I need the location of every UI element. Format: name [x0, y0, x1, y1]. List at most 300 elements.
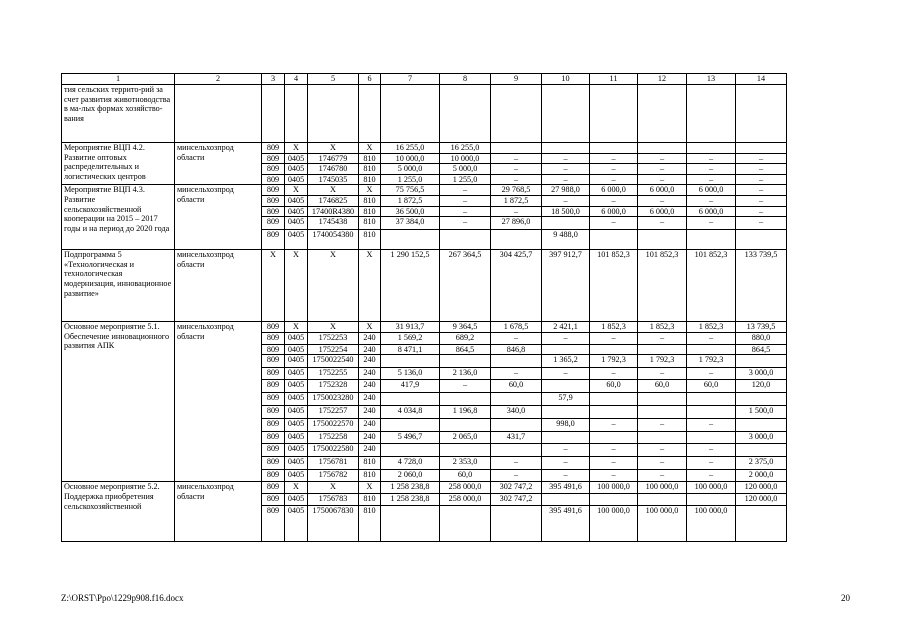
- value-cell: –: [638, 332, 687, 344]
- value-cell: –: [590, 470, 638, 482]
- value-cell: 340,0: [491, 406, 542, 419]
- value-cell: [736, 230, 787, 250]
- value-cell: [542, 217, 590, 230]
- value-cell: 10 000,0: [381, 153, 440, 164]
- executor-cell: минсельхозпрод области: [175, 143, 262, 185]
- value-cell: –: [590, 457, 638, 470]
- value-cell: 810: [359, 506, 381, 542]
- column-number-6: 6: [359, 74, 381, 85]
- value-cell: 689,2: [440, 332, 491, 344]
- value-cell: [590, 494, 638, 506]
- value-cell: 0405: [285, 344, 308, 355]
- value-cell: 8 471,1: [381, 344, 440, 355]
- measure-name-cell: Мероприятие ВЦП 4.2. Развитие оптовых распределительных и логистических центров: [62, 143, 175, 185]
- value-cell: X: [285, 322, 308, 333]
- value-cell: 809: [262, 506, 285, 542]
- value-cell: 5 000,0: [381, 164, 440, 175]
- value-cell: 998,0: [542, 419, 590, 432]
- value-cell: [491, 393, 542, 406]
- value-cell: –: [542, 153, 590, 164]
- page-number: 20: [841, 593, 850, 603]
- value-cell: 10 000,0: [440, 153, 491, 164]
- value-cell: 4 034,8: [381, 406, 440, 419]
- value-cell: 101 852,3: [687, 250, 736, 322]
- value-cell: 1756782: [308, 470, 359, 482]
- value-cell: X: [308, 482, 359, 494]
- value-cell: 0405: [285, 153, 308, 164]
- value-cell: 809: [262, 457, 285, 470]
- value-cell: X: [359, 250, 381, 322]
- value-cell: 1750022580: [308, 444, 359, 457]
- value-cell: 240: [359, 432, 381, 444]
- value-cell: 809: [262, 153, 285, 164]
- value-cell: 0405: [285, 470, 308, 482]
- value-cell: 809: [262, 380, 285, 393]
- executor-cell: минсельхозпрод области: [175, 250, 262, 322]
- value-cell: [381, 419, 440, 432]
- value-cell: 60,0: [491, 380, 542, 393]
- value-cell: [638, 393, 687, 406]
- value-cell: –: [440, 195, 491, 206]
- value-cell: [542, 344, 590, 355]
- value-cell: 1 569,2: [381, 332, 440, 344]
- value-cell: [590, 230, 638, 250]
- value-cell: [440, 419, 491, 432]
- value-cell: [736, 143, 787, 154]
- value-cell: 3 000,0: [736, 432, 787, 444]
- value-cell: 120 000,0: [736, 494, 787, 506]
- measure-name-cell: Основное мероприятие 5.2. Поддержка приобретения сельскохозяйственной: [62, 482, 175, 542]
- table-row: [62, 143, 787, 154]
- value-cell: 809: [262, 393, 285, 406]
- value-cell: 0405: [285, 406, 308, 419]
- value-cell: 304 425,7: [491, 250, 542, 322]
- value-cell: 100 000,0: [590, 482, 638, 494]
- value-cell: [638, 143, 687, 154]
- value-cell: 6 000,0: [638, 206, 687, 217]
- value-cell: [590, 85, 638, 143]
- column-number-11: 11: [590, 74, 638, 85]
- value-cell: X: [285, 482, 308, 494]
- value-cell: 100 000,0: [687, 482, 736, 494]
- value-cell: –: [440, 380, 491, 393]
- value-cell: 809: [262, 164, 285, 175]
- value-cell: –: [687, 419, 736, 432]
- value-cell: [687, 406, 736, 419]
- value-cell: [491, 85, 542, 143]
- value-cell: –: [687, 153, 736, 164]
- value-cell: [440, 230, 491, 250]
- value-cell: –: [736, 206, 787, 217]
- value-cell: [736, 506, 787, 542]
- value-cell: [381, 393, 440, 406]
- value-cell: [687, 143, 736, 154]
- value-cell: 2 136,0: [440, 368, 491, 380]
- value-cell: X: [285, 143, 308, 154]
- value-cell: 0405: [285, 432, 308, 444]
- value-cell: –: [638, 153, 687, 164]
- value-cell: –: [638, 444, 687, 457]
- value-cell: 60,0: [440, 470, 491, 482]
- value-cell: 27 896,0: [491, 217, 542, 230]
- value-cell: 864,5: [440, 344, 491, 355]
- value-cell: 395 491,6: [542, 506, 590, 542]
- value-cell: 6 000,0: [687, 185, 736, 196]
- value-cell: 810: [359, 494, 381, 506]
- value-cell: 864,5: [736, 344, 787, 355]
- value-cell: 1 852,3: [638, 322, 687, 333]
- value-cell: –: [687, 195, 736, 206]
- value-cell: 1 290 152,5: [381, 250, 440, 322]
- budget-table: [61, 73, 787, 542]
- column-number-2: 2: [175, 74, 262, 85]
- value-cell: 809: [262, 470, 285, 482]
- value-cell: –: [638, 470, 687, 482]
- value-cell: [285, 85, 308, 143]
- value-cell: 6 000,0: [590, 206, 638, 217]
- value-cell: [590, 393, 638, 406]
- value-cell: 13 739,5: [736, 322, 787, 333]
- value-cell: 431,7: [491, 432, 542, 444]
- value-cell: –: [638, 368, 687, 380]
- value-cell: 5 000,0: [440, 164, 491, 175]
- value-cell: –: [590, 164, 638, 175]
- value-cell: X: [359, 322, 381, 333]
- column-number-10: 10: [542, 74, 590, 85]
- value-cell: 37 384,0: [381, 217, 440, 230]
- value-cell: [542, 494, 590, 506]
- value-cell: –: [491, 153, 542, 164]
- table-body: [62, 74, 787, 542]
- value-cell: 809: [262, 494, 285, 506]
- file-path-footer: Z:\ORST\Ppo\1229p908.f16.docx: [61, 593, 184, 603]
- value-cell: –: [590, 444, 638, 457]
- value-cell: –: [736, 153, 787, 164]
- value-cell: [491, 143, 542, 154]
- value-cell: 809: [262, 368, 285, 380]
- value-cell: 302 747,2: [491, 494, 542, 506]
- value-cell: –: [542, 174, 590, 185]
- value-cell: –: [440, 206, 491, 217]
- value-cell: 809: [262, 206, 285, 217]
- value-cell: [440, 444, 491, 457]
- value-cell: 1746825: [308, 195, 359, 206]
- value-cell: [736, 355, 787, 368]
- column-number-1: 1: [62, 74, 175, 85]
- value-cell: 809: [262, 344, 285, 355]
- value-cell: [491, 506, 542, 542]
- value-cell: 810: [359, 470, 381, 482]
- value-cell: –: [491, 368, 542, 380]
- value-cell: 0405: [285, 393, 308, 406]
- value-cell: [381, 230, 440, 250]
- value-cell: [590, 344, 638, 355]
- value-cell: 9 364,5: [440, 322, 491, 333]
- value-cell: 2 353,0: [440, 457, 491, 470]
- value-cell: 1752253: [308, 332, 359, 344]
- value-cell: –: [542, 470, 590, 482]
- value-cell: 1 872,5: [491, 195, 542, 206]
- value-cell: 1 255,0: [440, 174, 491, 185]
- value-cell: –: [687, 470, 736, 482]
- value-cell: 267 364,5: [440, 250, 491, 322]
- value-cell: 0405: [285, 506, 308, 542]
- value-cell: 36 500,0: [381, 206, 440, 217]
- value-cell: –: [638, 174, 687, 185]
- value-cell: [638, 494, 687, 506]
- value-cell: 75 756,5: [381, 185, 440, 196]
- value-cell: 240: [359, 332, 381, 344]
- value-cell: 1750022570: [308, 419, 359, 432]
- value-cell: [381, 85, 440, 143]
- value-cell: 29 768,5: [491, 185, 542, 196]
- column-number-4: 4: [285, 74, 308, 85]
- value-cell: 0405: [285, 355, 308, 368]
- value-cell: 5 136,0: [381, 368, 440, 380]
- executor-cell: минсельхозпрод области: [175, 322, 262, 482]
- value-cell: 1745035: [308, 174, 359, 185]
- value-cell: –: [736, 185, 787, 196]
- column-number-8: 8: [440, 74, 491, 85]
- value-cell: 240: [359, 393, 381, 406]
- value-cell: –: [542, 164, 590, 175]
- value-cell: 9 488,0: [542, 230, 590, 250]
- table-row: [62, 85, 787, 143]
- value-cell: 810: [359, 195, 381, 206]
- value-cell: 6 000,0: [638, 185, 687, 196]
- value-cell: X: [359, 185, 381, 196]
- value-cell: –: [542, 444, 590, 457]
- value-cell: X: [285, 185, 308, 196]
- value-cell: 133 739,5: [736, 250, 787, 322]
- value-cell: 810: [359, 153, 381, 164]
- value-cell: X: [262, 250, 285, 322]
- value-cell: [381, 355, 440, 368]
- value-cell: –: [590, 419, 638, 432]
- value-cell: –: [440, 217, 491, 230]
- value-cell: 1 258 238,8: [381, 482, 440, 494]
- value-cell: [359, 85, 381, 143]
- value-cell: [687, 230, 736, 250]
- value-cell: 1 365,2: [542, 355, 590, 368]
- value-cell: 397 912,7: [542, 250, 590, 322]
- value-cell: 1745438: [308, 217, 359, 230]
- value-cell: 0405: [285, 494, 308, 506]
- executor-cell: минсельхозпрод области: [175, 482, 262, 542]
- value-cell: 100 000,0: [687, 506, 736, 542]
- column-number-9: 9: [491, 74, 542, 85]
- value-cell: 240: [359, 419, 381, 432]
- value-cell: [736, 419, 787, 432]
- value-cell: –: [491, 174, 542, 185]
- value-cell: 16 255,0: [381, 143, 440, 154]
- value-cell: 1 255,0: [381, 174, 440, 185]
- value-cell: 395 491,6: [542, 482, 590, 494]
- value-cell: 0405: [285, 195, 308, 206]
- value-cell: 240: [359, 368, 381, 380]
- value-cell: 1 678,5: [491, 322, 542, 333]
- value-cell: X: [308, 322, 359, 333]
- value-cell: –: [542, 195, 590, 206]
- value-cell: 880,0: [736, 332, 787, 344]
- executor-cell: [175, 85, 262, 143]
- value-cell: 4 728,0: [381, 457, 440, 470]
- value-cell: 810: [359, 174, 381, 185]
- value-cell: 1 852,3: [687, 322, 736, 333]
- value-cell: [440, 355, 491, 368]
- value-cell: 0405: [285, 206, 308, 217]
- value-cell: 0405: [285, 217, 308, 230]
- value-cell: [638, 85, 687, 143]
- value-cell: 240: [359, 380, 381, 393]
- value-cell: 1 792,3: [590, 355, 638, 368]
- value-cell: –: [687, 368, 736, 380]
- value-cell: [440, 85, 491, 143]
- value-cell: 120 000,0: [736, 482, 787, 494]
- value-cell: 60,0: [687, 380, 736, 393]
- value-cell: –: [687, 164, 736, 175]
- value-cell: 809: [262, 332, 285, 344]
- value-cell: 18 500,0: [542, 206, 590, 217]
- value-cell: [542, 432, 590, 444]
- value-cell: 1752255: [308, 368, 359, 380]
- value-cell: 809: [262, 143, 285, 154]
- value-cell: 0405: [285, 444, 308, 457]
- value-cell: 846,8: [491, 344, 542, 355]
- value-cell: 1 196,8: [440, 406, 491, 419]
- value-cell: –: [687, 174, 736, 185]
- value-cell: –: [736, 164, 787, 175]
- value-cell: X: [308, 143, 359, 154]
- value-cell: –: [638, 195, 687, 206]
- value-cell: 1 500,0: [736, 406, 787, 419]
- value-cell: [590, 432, 638, 444]
- value-cell: –: [687, 332, 736, 344]
- column-number-13: 13: [687, 74, 736, 85]
- value-cell: –: [491, 332, 542, 344]
- value-cell: 1752257: [308, 406, 359, 419]
- value-cell: 240: [359, 444, 381, 457]
- value-cell: X: [359, 143, 381, 154]
- value-cell: 1746780: [308, 164, 359, 175]
- value-cell: –: [542, 457, 590, 470]
- value-cell: 2 375,0: [736, 457, 787, 470]
- value-cell: 1740054380: [308, 230, 359, 250]
- value-cell: 6 000,0: [590, 185, 638, 196]
- value-cell: [491, 230, 542, 250]
- value-cell: 809: [262, 195, 285, 206]
- value-cell: 2 000,0: [736, 470, 787, 482]
- measure-name-cell: Основное мероприятие 5.1. Обеспечение инновационного развития АПК: [62, 322, 175, 482]
- measure-name-cell: тия сельских террито-рий за счет развития животноводства в ма-лых формах хозяйство-вания: [62, 85, 175, 143]
- value-cell: –: [687, 457, 736, 470]
- value-cell: 0405: [285, 368, 308, 380]
- value-cell: –: [590, 174, 638, 185]
- value-cell: 27 988,0: [542, 185, 590, 196]
- value-cell: 1752258: [308, 432, 359, 444]
- value-cell: 1 258 238,8: [381, 494, 440, 506]
- value-cell: 100 000,0: [638, 482, 687, 494]
- value-cell: 101 852,3: [590, 250, 638, 322]
- value-cell: [638, 432, 687, 444]
- value-cell: 101 852,3: [638, 250, 687, 322]
- value-cell: –: [590, 332, 638, 344]
- value-cell: 810: [359, 164, 381, 175]
- value-cell: 1750023280: [308, 393, 359, 406]
- value-cell: [262, 85, 285, 143]
- value-cell: 810: [359, 230, 381, 250]
- value-cell: 0405: [285, 380, 308, 393]
- measure-name-cell: Подпрограмма 5 «Технологическая и технологическая модернизация, инновационное развитие»: [62, 250, 175, 322]
- value-cell: –: [638, 457, 687, 470]
- value-cell: 0405: [285, 332, 308, 344]
- value-cell: 0405: [285, 419, 308, 432]
- value-cell: [381, 444, 440, 457]
- value-cell: 1752328: [308, 380, 359, 393]
- value-cell: 240: [359, 355, 381, 368]
- value-cell: 1756781: [308, 457, 359, 470]
- value-cell: X: [285, 250, 308, 322]
- value-cell: –: [638, 217, 687, 230]
- value-cell: 809: [262, 217, 285, 230]
- value-cell: 1756783: [308, 494, 359, 506]
- value-cell: [542, 143, 590, 154]
- value-cell: 809: [262, 322, 285, 333]
- value-cell: –: [687, 217, 736, 230]
- column-number-14: 14: [736, 74, 787, 85]
- value-cell: [491, 355, 542, 368]
- value-cell: 0405: [285, 230, 308, 250]
- value-cell: 100 000,0: [590, 506, 638, 542]
- value-cell: [736, 85, 787, 143]
- value-cell: 16 255,0: [440, 143, 491, 154]
- value-cell: X: [308, 250, 359, 322]
- value-cell: 60,0: [590, 380, 638, 393]
- value-cell: 120,0: [736, 380, 787, 393]
- value-cell: [687, 432, 736, 444]
- value-cell: 809: [262, 355, 285, 368]
- column-number-3: 3: [262, 74, 285, 85]
- value-cell: –: [590, 195, 638, 206]
- value-cell: 810: [359, 206, 381, 217]
- value-cell: 809: [262, 230, 285, 250]
- value-cell: X: [359, 482, 381, 494]
- value-cell: [542, 406, 590, 419]
- value-cell: 1 792,3: [638, 355, 687, 368]
- value-cell: –: [638, 164, 687, 175]
- value-cell: [542, 380, 590, 393]
- value-cell: –: [590, 153, 638, 164]
- value-cell: 60,0: [638, 380, 687, 393]
- value-cell: 810: [359, 457, 381, 470]
- value-cell: [542, 85, 590, 143]
- value-cell: 809: [262, 419, 285, 432]
- value-cell: 2 060,0: [381, 470, 440, 482]
- value-cell: [638, 230, 687, 250]
- value-cell: [638, 406, 687, 419]
- value-cell: –: [491, 457, 542, 470]
- value-cell: 0405: [285, 174, 308, 185]
- value-cell: [687, 344, 736, 355]
- value-cell: [491, 444, 542, 457]
- value-cell: 240: [359, 406, 381, 419]
- value-cell: [440, 393, 491, 406]
- value-cell: 1750022540: [308, 355, 359, 368]
- value-cell: 1 872,5: [381, 195, 440, 206]
- value-cell: –: [440, 185, 491, 196]
- value-cell: –: [736, 174, 787, 185]
- value-cell: [381, 506, 440, 542]
